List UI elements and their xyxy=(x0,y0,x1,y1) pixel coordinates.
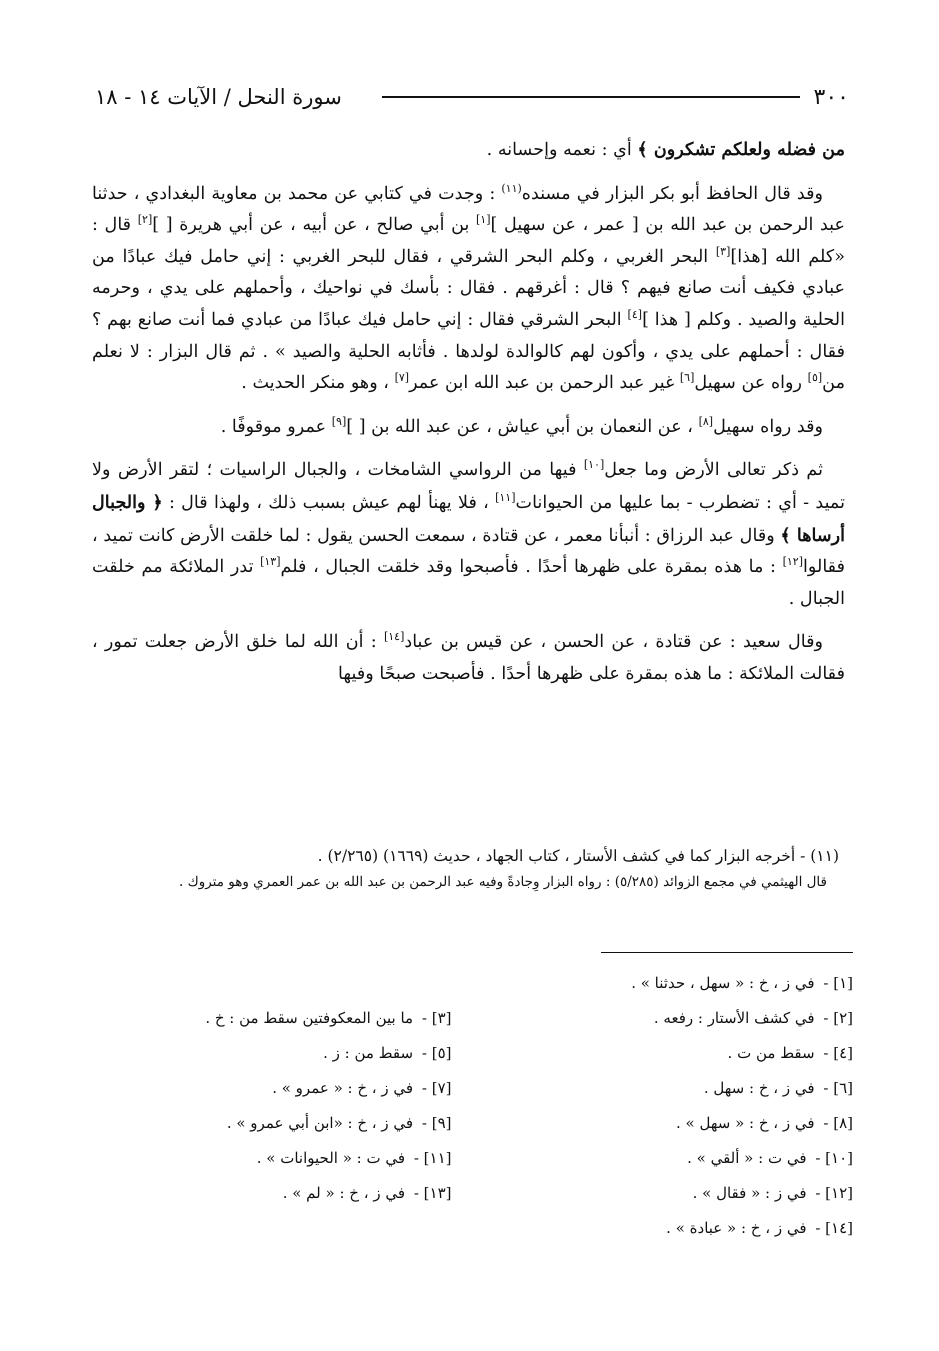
apparatus-note-text: في ز ، خ : سهل . xyxy=(703,1079,815,1097)
apparatus-note xyxy=(522,1071,854,1106)
paragraph xyxy=(92,455,845,615)
apparatus-note-number: [٧] - xyxy=(421,1079,452,1097)
apparatus-note-text: في ز ، خ : « سهل » . xyxy=(675,1114,815,1132)
text-run: : ما هذه بمقرة على ظهرها أحدًا . فأصبحوا وقد خلقت الجبال ، فلم xyxy=(280,557,783,578)
text-run: ، فلا يهنأ لهم عيش بسبب ذلك ، ولهذا قال : xyxy=(162,492,496,513)
note-reference: [٢] xyxy=(137,213,153,227)
text-run: ثم ذكر تعالى الأرض وما جعل xyxy=(604,460,824,481)
apparatus-note-number: [٤] - xyxy=(823,1044,853,1062)
note-reference: [٣] xyxy=(715,244,731,258)
apparatus-note-number: [١٣] - xyxy=(413,1184,452,1202)
apparatus-note-text: في ت : « الحيوانات » . xyxy=(256,1149,406,1167)
text-run: وقال سعيد : عن قتادة ، عن الحسن ، عن قيس بن عباد xyxy=(404,632,823,653)
apparatus-note xyxy=(120,1071,452,1106)
note-reference: [١] xyxy=(476,213,491,227)
apparatus-note-number: [٥] - xyxy=(421,1044,452,1062)
apparatus-note-text: في ت : « ألقي » . xyxy=(687,1149,807,1167)
apparatus-note xyxy=(120,1176,452,1211)
text-run: : وجدت في كتابي عن محمد بن معاوية البغدادي ، حدثنا عبد الرحمن بن عبد الله بن [ عمر ، عن سهيل ] xyxy=(92,183,845,236)
apparatus-note xyxy=(522,1176,854,1211)
paragraph xyxy=(92,179,845,400)
footnote-text: (١١) - أخرجه البزار كما في كشف الأستار ، كتاب الجهاد ، حديث (١٦٦٩) (٢/٢٦٥) . xyxy=(317,847,839,865)
text-run: البحر الشرقي فقال : إني حامل فيك عبادًا من عبادي فما أنت صانع بهم ؟ فقال : أحملهم على يدي ، وأكون لهم كالوالدة لولدها . فأثابه الحلية والصيد » . ثم قال البزار : لا نعلم من xyxy=(92,309,845,394)
note-reference: [٩] xyxy=(331,414,347,428)
footnote-commentary: قال الهيثمي في مجمع الزوائد (٥/٢٨٥) : رواه البزار وِجادةً وفيه عبد الرحمن بن عبد الله بن عمر العمري وهو متروك . xyxy=(179,874,827,890)
apparatus-note xyxy=(522,1141,854,1176)
note-reference: [١١] xyxy=(495,491,516,505)
note-reference: [٥] xyxy=(807,371,823,385)
page-header xyxy=(95,80,849,114)
apparatus-divider xyxy=(601,952,853,953)
apparatus-note xyxy=(120,1211,452,1246)
text-run: تدر الملائكة مم خلقت الجبال . xyxy=(92,557,845,609)
note-reference: [٦] xyxy=(679,371,695,385)
apparatus-note-number: [٨] - xyxy=(823,1114,853,1132)
note-reference: [١٣] xyxy=(260,555,281,569)
running-title: سورة النحل / الآيات ١٤ - ١٨ xyxy=(95,85,342,109)
apparatus-note-text: في ز : « فقال » . xyxy=(692,1184,807,1202)
text-run: ، عن النعمان بن أبي عياش ، عن عبد الله بن [ ] xyxy=(346,416,699,437)
apparatus-note-text: في ز ، خ : « لم » . xyxy=(282,1184,406,1202)
text-run: أي : نعمه وإحسانه . xyxy=(486,140,638,160)
apparatus-note-text: في ز ، خ : « عمرو » . xyxy=(272,1079,414,1097)
main-text xyxy=(92,134,845,691)
critical-apparatus xyxy=(120,966,853,1246)
apparatus-note xyxy=(120,1036,452,1071)
text-run: رواه عن سهيل xyxy=(694,373,808,394)
apparatus-note xyxy=(120,966,452,1001)
apparatus-note-number: [١٠] - xyxy=(815,1149,853,1167)
note-reference: [١٠] xyxy=(583,458,605,472)
apparatus-note-text: في ز ، خ : « عبادة » . xyxy=(666,1219,807,1237)
apparatus-note-number: [٣] - xyxy=(421,1009,452,1027)
apparatus-note-number: [٩] - xyxy=(421,1114,452,1132)
note-reference: [١٢] xyxy=(782,555,803,569)
apparatus-note-text: ما بين المعكوفتين سقط من : خ . xyxy=(205,1009,414,1027)
text-run: بن أبي صالح ، عن أبيه ، عن أبي هريرة [ ] xyxy=(152,215,476,236)
apparatus-note xyxy=(120,1106,452,1141)
note-reference: [٨] xyxy=(698,414,714,428)
paragraph xyxy=(92,412,845,444)
paragraph xyxy=(92,134,845,167)
note-reference: (١١) xyxy=(501,181,522,195)
paragraph xyxy=(92,627,845,690)
footnote xyxy=(100,842,839,894)
text-run: وقال عبد الرزاق : أنبأنا معمر ، عن قتادة ، سمعت الحسن يقول : لما خلقت الأرض كانت تميد ، فقالوا xyxy=(92,525,845,578)
apparatus-note-number: [١٢] - xyxy=(815,1184,853,1202)
note-reference: [٧] xyxy=(394,371,410,385)
text-run: غير عبد الرحمن بن عبد الله ابن عمر xyxy=(409,373,680,394)
apparatus-note-text: سقط من ت . xyxy=(727,1044,815,1062)
note-reference: [٤] xyxy=(627,308,643,322)
text-run: : أن الله لما خلق الأرض جعلت تمور ، فقالت الملائكة : ما هذه بمقرة على ظهرها أحدًا . فأصبحت صبحًا وفيها xyxy=(92,632,845,684)
apparatus-note-number: [٢] - xyxy=(823,1009,853,1027)
text-run: وقد رواه سهيل xyxy=(713,416,823,437)
apparatus-note xyxy=(522,1106,854,1141)
page-number: ٣٠٠ xyxy=(813,84,849,110)
header-rule xyxy=(382,96,800,98)
text-run: ، وهو منكر الحديث . xyxy=(241,373,395,394)
apparatus-note xyxy=(522,1001,854,1036)
apparatus-note xyxy=(522,1036,854,1071)
apparatus-note-text: في ز ، خ : «ابن أبي عمرو » . xyxy=(226,1114,414,1132)
apparatus-note xyxy=(522,1211,854,1246)
apparatus-note xyxy=(120,1001,452,1036)
apparatus-note xyxy=(120,1141,452,1176)
apparatus-note-number: [١١] - xyxy=(413,1149,452,1167)
apparatus-note-text: في ز ، خ : « سهل ، حدثنا » . xyxy=(631,974,815,992)
apparatus-note-text: سقط من : ز . xyxy=(323,1044,414,1062)
text-run: فيها من الرواسي الشامخات ، والجبال الراسيات ؛ لتقر الأرض ولا تميد - أي : تضطرب - بما عليها من الحيوانات xyxy=(92,460,845,513)
note-reference: [١٤] xyxy=(383,630,405,644)
text-run: وقد قال الحافظ أبو بكر البزار في مسنده xyxy=(521,183,823,204)
text-run: عمرو موقوفًا . xyxy=(220,416,332,437)
apparatus-note-number: [١] - xyxy=(823,974,853,992)
quran-quote: من فضله ولعلكم تشكرون ﴾ xyxy=(637,139,845,160)
apparatus-note xyxy=(522,966,854,1001)
apparatus-note-text: في كشف الأستار : رفعه . xyxy=(653,1009,815,1027)
apparatus-note-number: [١٤] - xyxy=(815,1219,853,1237)
quran-quote: ﴿ والجبال أرساها ﴾ xyxy=(92,491,846,546)
text-run: البحر الغربي ، وكلم البحر الشرقي ، فقال للبحر الغربي : إني حامل فيك عبادًا من عبادي فكيف أنت صانع فيهم ؟ قال : أغرقهم . فقال : بأسك في نواحيك ، وأحملهم على يدي ، وحرمه الحلية والصيد . وكلم [ هذا ] xyxy=(92,246,845,330)
apparatus-note-number: [٦] - xyxy=(823,1079,853,1097)
text-run: قال : «كلم الله [هذا] xyxy=(92,215,845,267)
